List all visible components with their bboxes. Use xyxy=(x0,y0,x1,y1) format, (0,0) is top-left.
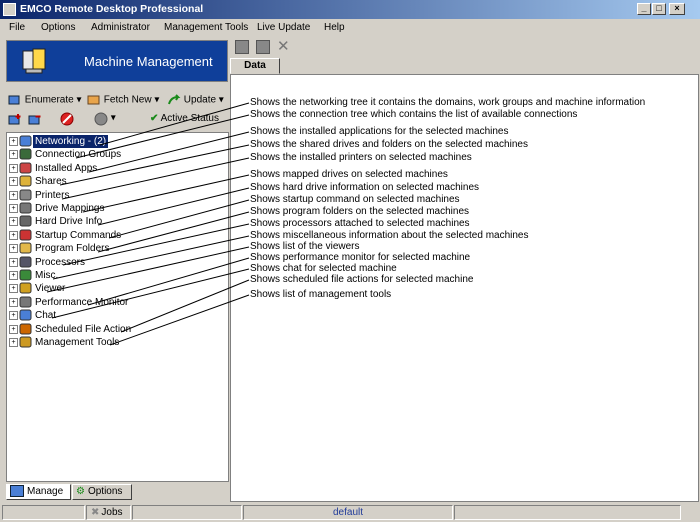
window-title: EMCO Remote Desktop Professional xyxy=(20,3,204,15)
fetch-new-icon xyxy=(87,94,101,106)
expand-icon[interactable]: + xyxy=(9,271,18,280)
installed-apps-icon xyxy=(19,162,33,174)
close-button[interactable]: × xyxy=(669,3,685,15)
tree-item-label: Performance Monitor xyxy=(35,296,129,308)
delete-icon[interactable]: ✕ xyxy=(277,38,290,55)
tab-manage-label: Manage xyxy=(27,486,64,497)
expand-icon[interactable]: + xyxy=(9,338,18,347)
remove-machine-button[interactable] xyxy=(28,113,42,125)
misc-icon xyxy=(19,269,33,281)
expand-icon[interactable]: + xyxy=(9,284,18,293)
description-text: Shows mapped drives on selected machines xyxy=(250,169,448,180)
description-text: Shows the networking tree it contains the domains, work groups and machine information xyxy=(250,97,646,108)
enumerate-icon xyxy=(8,94,22,106)
fetch-new-label: Fetch New xyxy=(103,94,152,106)
expand-icon[interactable]: + xyxy=(9,150,18,159)
description-text: Shows processors attached to selected machines xyxy=(250,218,470,229)
expand-icon[interactable]: + xyxy=(9,244,18,253)
hard-drive-icon xyxy=(19,215,33,227)
status-panel-left xyxy=(2,505,85,520)
tree-item-label: Program Folders xyxy=(35,243,110,255)
scheduled-icon xyxy=(19,323,33,335)
update-arrow-icon xyxy=(167,94,181,106)
status-dropdown[interactable]: ▾ xyxy=(94,112,116,124)
expand-icon[interactable]: + xyxy=(9,258,18,267)
banner-title: Machine Management xyxy=(84,54,213,69)
tree-item-label: Processors xyxy=(35,256,86,268)
tree-item-label: Startup Commands xyxy=(35,229,122,241)
tab-options[interactable] xyxy=(72,484,132,500)
app-icon[interactable] xyxy=(3,3,16,16)
menu-bar xyxy=(0,19,700,37)
menu-management-tools[interactable]: Management Tools xyxy=(164,22,249,33)
expand-icon[interactable]: + xyxy=(9,191,18,200)
management-tree[interactable] xyxy=(6,132,229,482)
properties-icon[interactable] xyxy=(256,40,270,54)
remove-machine-icon xyxy=(28,113,42,125)
expand-icon[interactable]: + xyxy=(9,325,18,334)
jobs-icon: ✖ xyxy=(91,507,100,518)
menu-help[interactable]: Help xyxy=(324,22,345,33)
tree-item-label: Drive Mappings xyxy=(35,203,105,214)
tab-manage[interactable] xyxy=(6,484,71,500)
stop-icon xyxy=(60,112,74,124)
description-text: Shows the installed printers on selected machines xyxy=(250,152,472,163)
description-text: Shows program folders on the selected machines xyxy=(250,206,470,217)
tree-item-label: Scheduled File Action xyxy=(35,323,132,335)
fetch-new-button[interactable]: Fetch New ▾ xyxy=(87,94,159,106)
tree-item-label: Connection Groups xyxy=(35,149,122,161)
tab-data[interactable]: Data xyxy=(230,58,280,74)
tree-item-label: Viewer xyxy=(35,283,66,295)
description-text: Shows list of management tools xyxy=(250,289,392,300)
left-pane-tabs xyxy=(6,483,229,501)
profile-panel: default xyxy=(243,505,453,520)
maximize-button[interactable]: □ xyxy=(652,3,666,15)
data-toolbar xyxy=(230,37,700,57)
drive-mappings-icon xyxy=(19,202,33,214)
status-panel-mid xyxy=(132,505,242,520)
tree-item-label: Misc. xyxy=(35,270,59,281)
expand-icon[interactable]: + xyxy=(9,217,18,226)
expand-icon[interactable]: + xyxy=(9,231,18,240)
menu-file[interactable]: File xyxy=(9,22,26,33)
machine-management-icon xyxy=(21,47,47,75)
expand-icon[interactable]: + xyxy=(9,298,18,307)
tree-item-label: Networking - (2) xyxy=(35,136,107,147)
tree-item-label: Printers xyxy=(35,189,70,201)
description-text: Shows startup command on selected machines xyxy=(250,194,460,205)
description-text: Shows hard drive information on selected machines xyxy=(250,182,480,193)
update-label: Update xyxy=(183,94,217,106)
add-machine-button[interactable] xyxy=(8,113,22,125)
minimize-button[interactable]: _ xyxy=(637,3,651,15)
processor-icon xyxy=(19,256,33,268)
expand-icon[interactable]: + xyxy=(9,311,18,320)
checkmark-icon: ✔ xyxy=(150,113,159,124)
startup-icon xyxy=(19,229,33,241)
enumerate-button[interactable]: Enumerate ▾ xyxy=(8,94,82,106)
menu-administrator[interactable]: Administrator xyxy=(91,22,150,33)
folder-icon xyxy=(19,242,33,254)
menu-options[interactable]: Options xyxy=(41,22,76,33)
description-text: Shows the shared drives and folders on the selected machines xyxy=(250,139,528,150)
tree-item-label: Management Tools xyxy=(35,337,120,348)
description-text: Shows chat for selected machine xyxy=(250,263,397,274)
edit-icon[interactable] xyxy=(235,40,249,54)
network-icon xyxy=(19,135,33,147)
connection-groups-icon xyxy=(19,148,33,160)
title-bar xyxy=(0,0,700,19)
viewer-icon xyxy=(19,282,33,294)
active-status-label: Active Status xyxy=(160,113,219,124)
description-text: Shows the installed applications for the selected machines xyxy=(250,126,509,137)
jobs-label: Jobs xyxy=(101,507,123,518)
tree-item-label: Hard Drive Info xyxy=(35,216,103,228)
status-panel-right xyxy=(454,505,681,520)
status-bar xyxy=(0,503,700,522)
expand-icon[interactable]: + xyxy=(9,164,18,173)
expand-icon[interactable]: + xyxy=(9,137,18,146)
tree-item-label: Installed Apps xyxy=(35,162,98,174)
active-status-button[interactable] xyxy=(150,113,219,124)
enumerate-label: Enumerate xyxy=(24,94,74,106)
chat-icon xyxy=(19,309,33,321)
tools-icon xyxy=(19,336,33,348)
machine-management-banner xyxy=(6,40,228,82)
description-text: Shows list of the viewers xyxy=(250,241,360,252)
add-machine-icon xyxy=(8,113,22,125)
description-text: Shows performance monitor for selected machine xyxy=(250,252,471,263)
description-text: Shows scheduled file actions for selected machine xyxy=(250,274,474,285)
shares-icon xyxy=(19,175,33,187)
manage-tab-icon xyxy=(10,485,24,497)
performance-icon xyxy=(19,296,33,308)
jobs-panel[interactable] xyxy=(86,505,131,520)
tree-item-label: Chat xyxy=(35,310,57,322)
description-text: Shows miscellaneous information about the selected machines xyxy=(250,230,529,241)
printer-icon xyxy=(19,189,33,201)
tree-item-label: Shares xyxy=(35,176,67,188)
gray-circle-icon xyxy=(94,112,108,124)
stop-button[interactable] xyxy=(60,112,74,124)
expand-icon[interactable]: + xyxy=(9,177,18,186)
menu-live-update[interactable]: Live Update xyxy=(257,22,311,33)
description-text: Shows the connection tree which contains the list of available connections xyxy=(250,109,578,120)
options-tab-icon: ⚙ xyxy=(76,486,85,497)
expand-icon[interactable]: + xyxy=(9,204,18,213)
tab-options-label: Options xyxy=(87,486,123,497)
update-button[interactable]: Update ▾ xyxy=(167,94,224,106)
